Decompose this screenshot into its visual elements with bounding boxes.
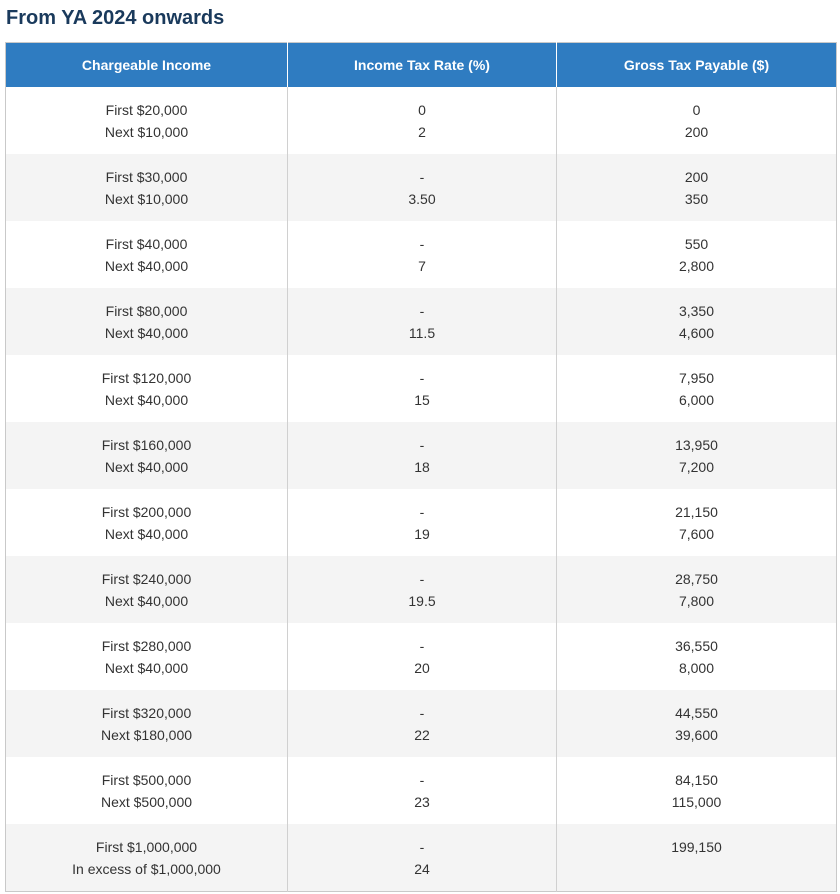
tax-payable-cell	[557, 690, 837, 757]
tax-rate-cell	[288, 623, 557, 690]
chargeable-income-cell	[6, 690, 288, 757]
chargeable-income-cell	[6, 489, 288, 556]
table-row	[6, 221, 837, 288]
tax-rate-line: 18	[414, 458, 430, 475]
chargeable-income-line: First $40,000	[105, 235, 188, 252]
tax-payable-line: 44,550	[675, 704, 718, 721]
chargeable-income-line: First $240,000	[101, 570, 192, 587]
tax-rate-line: 19	[414, 525, 430, 542]
tax-payable-cell	[557, 87, 837, 154]
tax-rate-line: 19.5	[408, 592, 436, 609]
tax-rate-line: 0	[418, 101, 426, 118]
tax-payable-line: 21,150	[675, 503, 718, 520]
tax-payable-line: 7,200	[678, 458, 715, 475]
tax-payable-line: 199,150	[671, 838, 722, 855]
tax-payable-line: 200	[684, 123, 709, 140]
tax-rate-line: 24	[414, 860, 430, 877]
tax-payable-cell	[557, 489, 837, 556]
tax-rate-cell	[288, 690, 557, 757]
tax-rate-cell	[288, 422, 557, 489]
tax-payable-cell	[557, 556, 837, 623]
tax-payable-cell	[557, 422, 837, 489]
tax-rate-line: 22	[414, 726, 430, 743]
tax-rate-cell	[288, 355, 557, 422]
chargeable-income-line: First $160,000	[101, 436, 192, 453]
tax-payable-line: 84,150	[675, 771, 718, 788]
tax-rate-line: -	[419, 637, 425, 654]
tax-rate-cell	[288, 154, 557, 221]
chargeable-income-line: Next $40,000	[104, 659, 189, 676]
chargeable-income-cell	[6, 355, 288, 422]
chargeable-income-line: First $200,000	[101, 503, 192, 520]
tax-payable-cell	[557, 757, 837, 824]
tax-rate-line: -	[419, 436, 425, 453]
tax-payable-line: 6,000	[678, 391, 715, 408]
tax-payable-line: 13,950	[675, 436, 718, 453]
tax-payable-cell	[557, 288, 837, 355]
tax-rate-cell	[288, 288, 557, 355]
chargeable-income-line: Next $10,000	[104, 190, 189, 207]
tax-payable-line: 200	[684, 168, 709, 185]
chargeable-income-line: First $280,000	[101, 637, 192, 654]
tax-rate-cell	[288, 824, 557, 892]
header-chargeable-income: Chargeable Income	[6, 43, 288, 88]
tax-rate-line: -	[419, 704, 425, 721]
chargeable-income-line: Next $10,000	[104, 123, 189, 140]
chargeable-income-line: Next $40,000	[104, 324, 189, 341]
tax-payable-line: 8,000	[678, 659, 715, 676]
tax-rate-line: -	[419, 168, 425, 185]
chargeable-income-line: First $30,000	[105, 168, 188, 185]
tax-payable-line: 7,800	[678, 592, 715, 609]
tax-payable-line: 2,800	[678, 257, 715, 274]
tax-rate-cell	[288, 489, 557, 556]
tax-rate-line: -	[419, 503, 425, 520]
table-row	[6, 623, 837, 690]
table-row	[6, 355, 837, 422]
tax-rate-cell	[288, 87, 557, 154]
table-row	[6, 757, 837, 824]
tax-rate-cell	[288, 221, 557, 288]
chargeable-income-cell	[6, 288, 288, 355]
chargeable-income-line: Next $40,000	[104, 525, 189, 542]
tax-rate-cell	[288, 556, 557, 623]
table-row	[6, 690, 837, 757]
tax-rate-line: -	[419, 235, 425, 252]
header-income-tax-rate: Income Tax Rate (%)	[288, 43, 557, 88]
table-row	[6, 288, 837, 355]
tax-payable-line	[557, 858, 836, 880]
table-row	[6, 824, 837, 892]
chargeable-income-cell	[6, 757, 288, 824]
tax-payable-line: 39,600	[675, 726, 718, 743]
tax-payable-line: 115,000	[671, 793, 722, 810]
tax-rate-line: 7	[418, 257, 426, 274]
table-row	[6, 489, 837, 556]
chargeable-income-cell	[6, 422, 288, 489]
tax-payable-line: 3,350	[678, 302, 715, 319]
tax-payable-line: 36,550	[675, 637, 718, 654]
chargeable-income-line: First $1,000,000	[95, 838, 198, 855]
tax-payable-line: 7,950	[678, 369, 715, 386]
tax-rate-cell	[288, 757, 557, 824]
tax-payable-line: 7,600	[678, 525, 715, 542]
chargeable-income-line: Next $500,000	[100, 793, 193, 810]
chargeable-income-line: First $20,000	[105, 101, 188, 118]
tax-rate-line: -	[419, 838, 425, 855]
chargeable-income-cell	[6, 154, 288, 221]
tax-payable-line: 0	[692, 101, 701, 118]
tax-rate-line: -	[419, 302, 425, 319]
tax-rate-line: 20	[414, 659, 430, 676]
chargeable-income-line: Next $40,000	[104, 592, 189, 609]
chargeable-income-line: Next $40,000	[104, 391, 189, 408]
tax-rate-line: 23	[414, 793, 430, 810]
table-row	[6, 154, 837, 221]
chargeable-income-line: Next $40,000	[104, 257, 189, 274]
table-row	[6, 556, 837, 623]
tax-payable-cell	[557, 221, 837, 288]
chargeable-income-cell	[6, 87, 288, 154]
page-title: From YA 2024 onwards	[6, 7, 225, 29]
chargeable-income-line: In excess of $1,000,000	[72, 860, 221, 877]
tax-payable-line: 28,750	[675, 570, 718, 587]
tax-rate-line: 11.5	[408, 324, 436, 341]
tax-payable-cell	[557, 355, 837, 422]
chargeable-income-line: First $80,000	[105, 302, 188, 319]
tax-rate-line: -	[419, 570, 425, 587]
tax-payable-cell	[557, 154, 837, 221]
tax-rate-line: 2	[418, 123, 426, 140]
chargeable-income-line: First $320,000	[101, 704, 192, 721]
header-gross-tax-payable: Gross Tax Payable ($)	[557, 43, 837, 88]
chargeable-income-line: First $120,000	[101, 369, 192, 386]
tax-rate-line: -	[419, 771, 425, 788]
tax-payable-line: 4,600	[678, 324, 715, 341]
tax-payable-cell	[557, 824, 837, 892]
table-row	[6, 87, 837, 154]
tax-rate-line: -	[419, 369, 425, 386]
table-header-row	[6, 43, 837, 88]
chargeable-income-line: Next $40,000	[104, 458, 189, 475]
tax-payable-cell	[557, 623, 837, 690]
chargeable-income-cell	[6, 221, 288, 288]
chargeable-income-line: Next $180,000	[100, 726, 193, 743]
table-row	[6, 422, 837, 489]
chargeable-income-cell	[6, 824, 288, 892]
chargeable-income-line: First $500,000	[101, 771, 192, 788]
tax-payable-line: 350	[684, 190, 709, 207]
chargeable-income-cell	[6, 556, 288, 623]
tax-payable-line: 550	[684, 235, 709, 252]
tax-rate-line: 15	[414, 391, 430, 408]
chargeable-income-cell	[6, 623, 288, 690]
tax-rate-line: 3.50	[408, 190, 436, 207]
tax-rate-table	[5, 42, 837, 892]
